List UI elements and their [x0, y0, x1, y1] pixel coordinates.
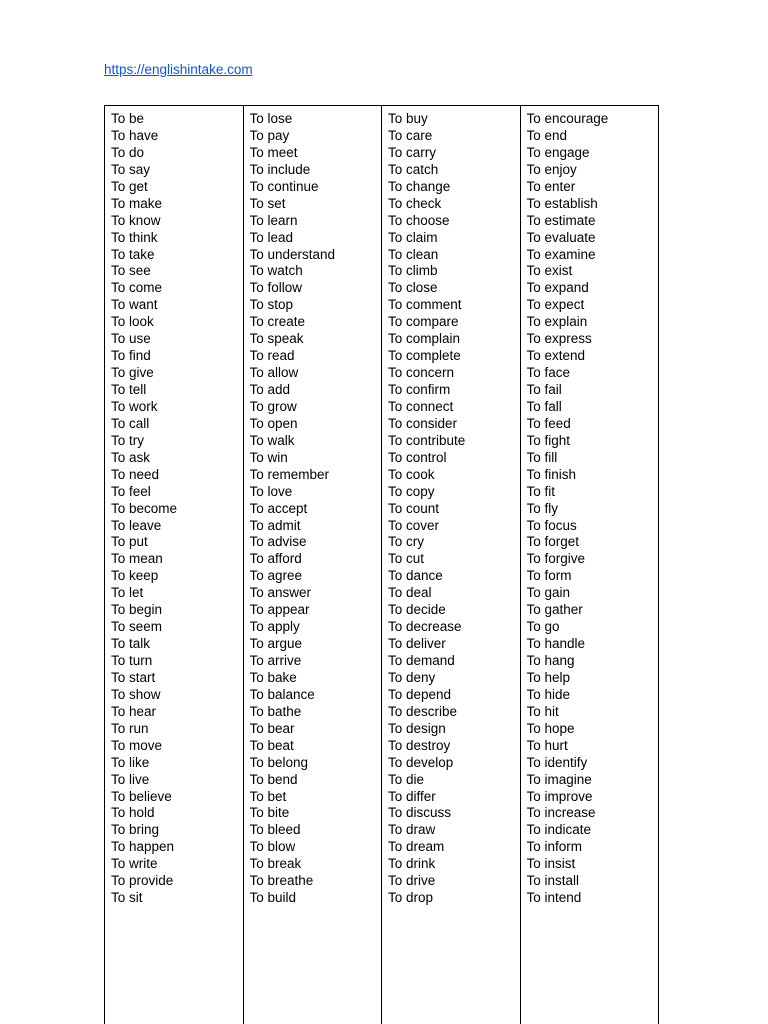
table-cell: To carry — [388, 144, 437, 160]
table-cell: To hold — [111, 805, 155, 821]
table-cell: To connect — [388, 398, 454, 414]
table-cell: To blow — [249, 839, 296, 855]
table-cell: To decide — [388, 602, 446, 618]
table-cell: To seem — [111, 619, 163, 635]
table-cell: To grow — [249, 398, 297, 414]
table-cell: To bathe — [249, 703, 302, 719]
table-cell: To end — [526, 127, 568, 143]
table-cell: To consider — [388, 415, 458, 431]
table-cell: To speak — [249, 331, 304, 347]
table-cell: To draw — [388, 822, 436, 838]
table-cell: To feed — [526, 415, 571, 431]
table-cell: To add — [249, 382, 291, 397]
table-cell: To admit — [249, 517, 301, 533]
table-cell: To expect — [526, 297, 585, 313]
table-cell: To get — [111, 178, 148, 194]
table-column-1 — [105, 106, 244, 1024]
table-cell: To keep — [111, 568, 159, 584]
table-cell: To advise — [249, 534, 307, 550]
table-cell: To compare — [388, 314, 459, 330]
table-cell: To work — [111, 398, 158, 414]
table-cell: To remember — [249, 466, 330, 482]
table-cell: To feel — [111, 483, 151, 499]
table-cell: To try — [111, 432, 145, 448]
table-cell: To know — [111, 212, 161, 228]
table-cell: To forgive — [526, 551, 586, 567]
table-cell: To increase — [526, 805, 596, 821]
table-cell: To stop — [249, 297, 294, 313]
table-cell: To want — [111, 297, 158, 313]
table-cell: To hang — [526, 653, 575, 668]
table-cell: To allow — [249, 365, 299, 381]
table-cell: To decrease — [388, 619, 462, 635]
table-cell: To run — [111, 720, 149, 736]
table-cell: To fill — [526, 449, 558, 465]
table-cell: To develop — [388, 754, 454, 770]
table-cell: To understand — [249, 246, 336, 262]
table-cell: To cry — [388, 534, 425, 550]
table-cell: To choose — [388, 212, 450, 228]
table-cell: To lose — [249, 111, 293, 126]
table-cell: To agree — [249, 568, 303, 584]
table-cell: To contribute — [388, 432, 466, 448]
table-cell: To copy — [388, 483, 435, 499]
table-cell: To enjoy — [526, 161, 577, 177]
table-cell: To inform — [526, 839, 583, 855]
table-cell: To appear — [249, 602, 310, 618]
table-cell: To form — [526, 568, 572, 584]
table-cell: To fall — [526, 398, 562, 414]
table-cell: To let — [111, 585, 144, 601]
table-cell: To live — [111, 771, 150, 787]
table-cell: To drink — [388, 856, 436, 872]
table-cell: To need — [111, 466, 160, 482]
table-cell: To fly — [526, 500, 559, 516]
table-cell: To arrive — [249, 653, 302, 668]
table-cell: To use — [111, 331, 151, 347]
table-cell: To care — [388, 127, 433, 143]
table-cell: To engage — [526, 144, 590, 160]
table-cell: To extend — [526, 348, 586, 364]
table-cell: To look — [111, 314, 154, 330]
table-cell: To deal — [388, 585, 432, 601]
table-cell: To accept — [249, 500, 308, 516]
table-cell: To control — [388, 449, 447, 465]
table-cell: To exist — [526, 263, 573, 279]
table-cell: To sit — [111, 890, 143, 906]
table-cell: To bring — [111, 822, 160, 838]
table-cell: To bite — [249, 805, 290, 821]
table-cell: To estimate — [526, 212, 596, 228]
table-cell: To bet — [249, 788, 287, 804]
table-cell: To describe — [388, 703, 458, 719]
table-cell: To help — [526, 669, 571, 685]
table-column-3 — [382, 106, 521, 1024]
table-cell: To catch — [388, 161, 439, 177]
table-cell: To call — [111, 415, 150, 431]
table-cell: To start — [111, 669, 156, 685]
table-cell: To do — [111, 144, 145, 160]
table-cell: To destroy — [388, 737, 451, 753]
table-cell: To climb — [388, 263, 438, 279]
table-cell: To mean — [111, 551, 163, 567]
table-cell: To express — [526, 331, 592, 347]
table-cell: To tell — [111, 382, 147, 397]
table-cell: To fail — [526, 382, 562, 397]
table-cell: To design — [388, 720, 446, 736]
table-cell: To read — [249, 348, 295, 364]
table-cell: To complete — [388, 348, 461, 364]
table-cell: To face — [526, 365, 571, 381]
table-cell: To install — [526, 873, 580, 889]
table-cell: To evaluate — [526, 229, 596, 245]
table-cell: To die — [388, 771, 425, 787]
table-cell: To comment — [388, 297, 462, 313]
table-cell: To have — [111, 127, 159, 143]
table-cell: To drop — [388, 890, 434, 906]
table-cell: To make — [111, 195, 163, 211]
table-cell: To enter — [526, 178, 576, 194]
table-cell: To show — [111, 686, 161, 702]
table-cell: To balance — [249, 686, 315, 702]
table-cell: To create — [249, 314, 306, 330]
table-cell: To breathe — [249, 873, 314, 889]
table-cell: To change — [388, 178, 451, 194]
table-cell: To cook — [388, 466, 435, 482]
table-cell: To concern — [388, 365, 455, 381]
table-cell: To discuss — [388, 805, 452, 821]
table-cell: To bear — [249, 720, 295, 736]
table-cell: To include — [249, 161, 311, 177]
table-cell: To open — [249, 415, 298, 431]
table-cell: To deliver — [388, 636, 446, 652]
table-column-4 — [521, 106, 660, 1024]
table-cell: To examine — [526, 246, 596, 262]
table-cell: To give — [111, 365, 154, 381]
table-cell: To insist — [526, 856, 576, 872]
table-cell: To cover — [388, 517, 440, 533]
table-cell: To forget — [526, 534, 580, 550]
table-cell: To take — [111, 246, 155, 262]
verb-table — [104, 105, 659, 1024]
table-cell: To count — [388, 500, 440, 516]
table-cell: To like — [111, 754, 150, 770]
table-cell: To handle — [526, 636, 586, 652]
table-cell: To begin — [111, 602, 163, 618]
table-cell: To demand — [388, 653, 455, 668]
table-cell: To hit — [526, 703, 559, 719]
table-cell: To build — [249, 890, 297, 906]
table-cell: To claim — [388, 229, 438, 245]
table-cell: To turn — [111, 653, 153, 668]
table-cell: To ask — [111, 449, 151, 465]
table-cell: To gather — [526, 602, 583, 618]
table-cell: To close — [388, 280, 438, 296]
table-cell: To leave — [111, 517, 162, 533]
table-cell: To identify — [526, 754, 588, 770]
table-cell: To break — [249, 856, 302, 872]
table-cell: To follow — [249, 280, 303, 296]
table-cell: To indicate — [526, 822, 592, 838]
table-cell: To afford — [249, 551, 302, 567]
table-cell: To clean — [388, 246, 439, 262]
table-cell: To expand — [526, 280, 589, 296]
table-cell: To lead — [249, 229, 294, 245]
table-cell: To write — [111, 856, 158, 872]
table-cell: To argue — [249, 636, 303, 652]
table-cell: To become — [111, 500, 178, 516]
table-cell: To gain — [526, 585, 571, 601]
source-link[interactable]: https://englishintake.com — [104, 62, 253, 77]
table-cell: To intend — [526, 890, 582, 906]
table-cell: To go — [526, 619, 560, 635]
table-cell: To hear — [111, 703, 157, 719]
table-cell: To dance — [388, 568, 443, 584]
table-cell: To establish — [526, 195, 598, 211]
table-cell: To walk — [249, 432, 295, 448]
table-cell: To believe — [111, 788, 172, 804]
table-cell: To focus — [526, 517, 577, 533]
table-cell: To belong — [249, 754, 309, 770]
table-column-2 — [244, 106, 383, 1024]
table-cell: To complain — [388, 331, 461, 347]
table-cell: To say — [111, 161, 151, 177]
table-cell: To bleed — [249, 822, 301, 838]
table-cell: To meet — [249, 144, 298, 160]
table-cell: To improve — [526, 788, 593, 804]
table-cell: To watch — [249, 263, 303, 279]
table-cell: To finish — [526, 466, 577, 482]
table-cell: To move — [111, 737, 163, 753]
table-cell: To hide — [526, 686, 571, 702]
table-cell: To bend — [249, 771, 298, 787]
table-cell: To answer — [249, 585, 312, 601]
table-cell: To hope — [526, 720, 575, 736]
table-cell: To provide — [111, 873, 174, 889]
table-cell: To cut — [388, 551, 425, 567]
table-cell: To hurt — [526, 737, 568, 753]
table-cell: To find — [111, 348, 151, 364]
table-cell: To learn — [249, 212, 298, 228]
table-cell: To pay — [249, 127, 290, 143]
table-cell: To set — [249, 195, 286, 211]
table-cell: To talk — [111, 636, 151, 652]
table-cell: To happen — [111, 839, 175, 855]
table-cell: To explain — [526, 314, 588, 330]
table-cell: To dream — [388, 839, 445, 855]
table-cell: To buy — [388, 111, 428, 126]
table-cell: To come — [111, 280, 163, 296]
table-cell: To beat — [249, 737, 294, 753]
table-cell: To differ — [388, 788, 436, 804]
table-cell: To apply — [249, 619, 300, 635]
table-cell: To drive — [388, 873, 436, 889]
table-cell: To put — [111, 534, 148, 550]
table-cell: To think — [111, 229, 158, 245]
table-cell: To see — [111, 263, 151, 279]
table-cell: To be — [111, 111, 145, 126]
table-cell: To win — [249, 449, 288, 465]
table-cell: To deny — [388, 669, 436, 685]
table-cell: To fight — [526, 432, 571, 448]
table-cell: To continue — [249, 178, 319, 194]
table-cell: To depend — [388, 686, 452, 702]
table-cell: To bake — [249, 669, 297, 685]
table-cell: To love — [249, 483, 293, 499]
table-cell: To confirm — [388, 382, 451, 397]
table-cell: To fit — [526, 483, 556, 499]
table-cell: To imagine — [526, 771, 592, 787]
table-cell: To encourage — [526, 111, 609, 126]
table-cell: To check — [388, 195, 442, 211]
